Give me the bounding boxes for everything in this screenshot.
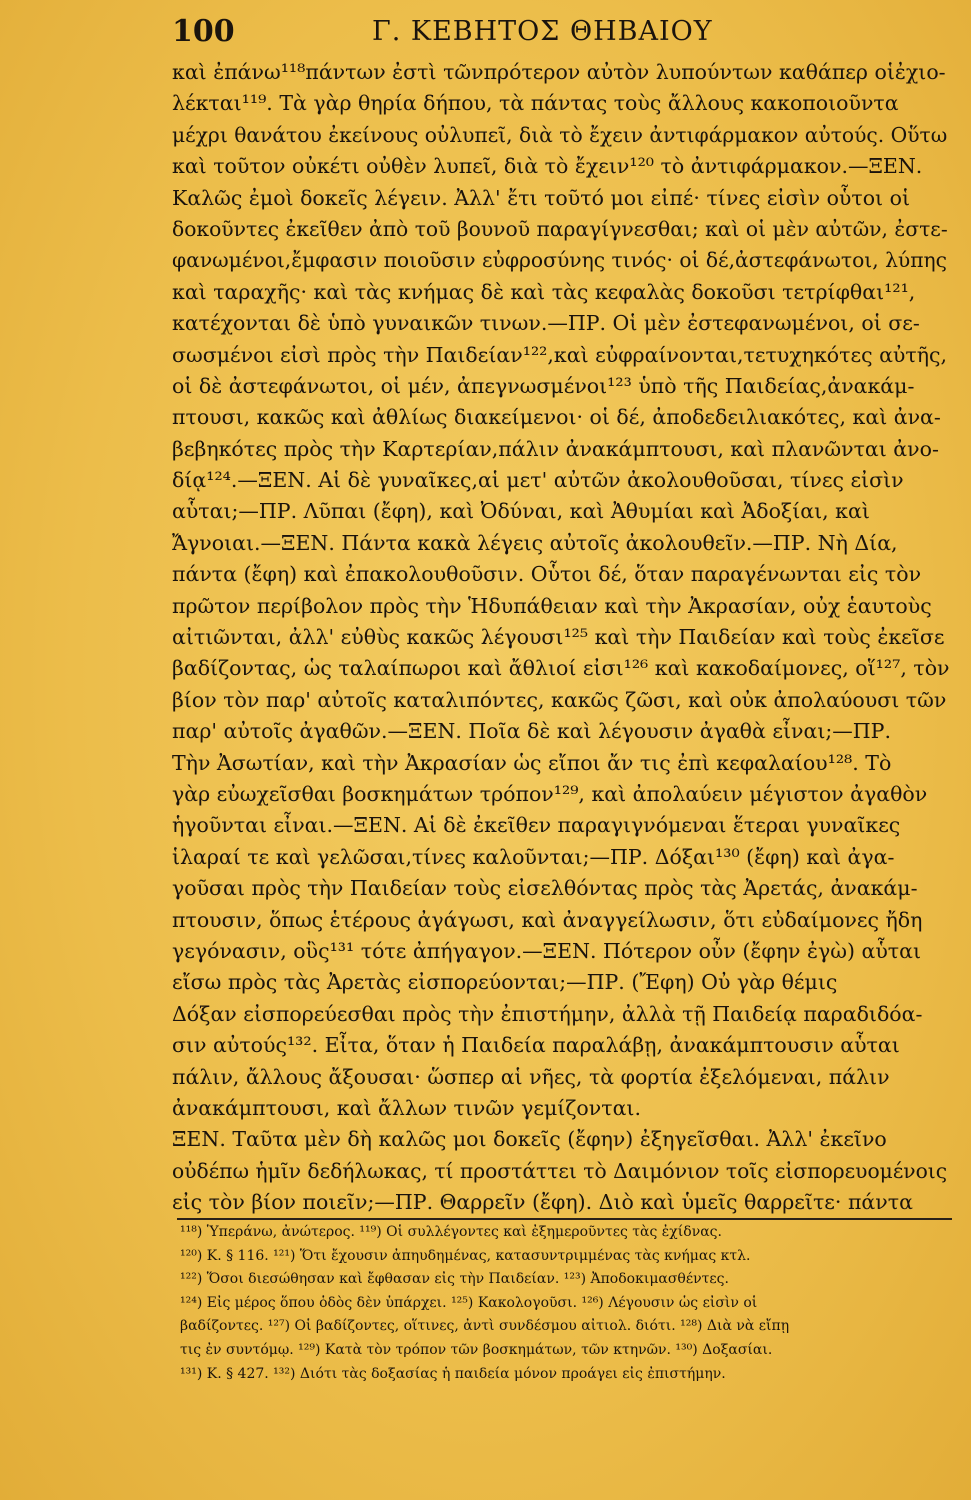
text-line: πτουσι, κακῶς καὶ ἀθλίως διακείμενοι· οἱ δέ, ἀποδεδειλιακότες, καὶ ἀνα- (172, 405, 941, 430)
text-line: σιν αὐτούς¹³². Εἶτα, ὅταν ἡ Παιδεία παραλάβῃ, ἀνακάμπτουσιν αὗται (172, 1033, 900, 1058)
text-line: βεβηκότες πρὸς τὴν Καρτερίαν,πάλιν ἀνακάμπτουσι, καὶ πλανῶνται ἀνο- (172, 436, 939, 461)
text-line: ἡγοῦνται εἶναι.—ΞΕΝ. Αἱ δὲ ἐκεῖθεν παραγιγνόμεναι ἕτεραι γυναῖκες (172, 813, 901, 838)
running-head: Γ. ΚΕΒΗΤΟΣ ΘΗΒΑΙΟΥ (372, 16, 713, 47)
text-line: βίον τὸν παρ' αὐτοῖς καταλιπόντες, κακῶς ζῶσι, καὶ οὐκ ἀπολαύουσι τῶν (172, 687, 947, 712)
text-line: Τὴν Ἀσωτίαν, καὶ τὴν Ἀκρασίαν ὡς εἴποι ἄν τις ἐπὶ κεφαλαίου¹²⁸. Τὸ (172, 750, 892, 775)
footnote-line: βαδίζοντες. ¹²⁷) Οἱ βαδίζοντες, οἵτινες, ἀντὶ συνδέσμου αἰτιολ. διότι. ¹²⁸) Διὰ νὰ εἴπῃ (180, 1318, 790, 1335)
text-line: αὗται;—ΠΡ. Λῦπαι (ἔφη), καὶ Ὀδύναι, καὶ Ἀθυμίαι καὶ Ἀδοξίαι, καὶ (172, 499, 870, 524)
text-line: πάλιν, ἄλλους ἄξουσαι· ὥσπερ αἱ νῆες, τὰ φορτία ἐξελόμεναι, πάλιν (172, 1064, 890, 1089)
text-line: Δόξαν εἰσπορεύεσθαι πρὸς τὴν ἐπιστήμην, ἀλλὰ τῇ Παιδείᾳ παραδιδόα- (172, 1001, 923, 1026)
footnote-line: ¹²²) Ὅσοι διεσώθησαν καὶ ἔφθασαν εἰς τὴν Παιδείαν. ¹²³) Ἀποδοκιμασθέντες. (180, 1271, 729, 1288)
text-line: καὶ τοῦτον οὐκέτι οὐθὲν λυπεῖ, διὰ τὸ ἔχειν¹²⁰ τὸ ἀντιφάρμακον.—ΞΕΝ. (172, 154, 923, 179)
text-line: γοῦσαι πρὸς τὴν Παιδείαν τοὺς εἰσελθόντας πρὸς τὰς Ἀρετάς, ἀνακάμ- (172, 876, 918, 901)
text-line: εἰς τὸν βίον ποιεῖν;—ΠΡ. Θαρρεῖν (ἔφη). Διὸ καὶ ὑμεῖς θαρρεῖτε· πάντα (172, 1190, 913, 1215)
text-line: δίᾳ¹²⁴.—ΞΕΝ. Αἱ δὲ γυναῖκες,αἱ μετ' αὐτῶν ἀκολουθοῦσαι, τίνες εἰσὶν (172, 468, 904, 493)
text-line: δοκοῦντες ἐκεῖθεν ἀπὸ τοῦ βουνοῦ παραγίγνεσθαι; καὶ οἱ μὲν αὐτῶν, ἐστε- (172, 216, 948, 241)
text-line: κατέχονται δὲ ὑπὸ γυναικῶν τινων.—ΠΡ. Οἱ μὲν ἐστεφανωμένοι, οἱ σε- (172, 311, 920, 336)
text-line: οἱ δὲ ἀστεφάνωτοι, οἱ μέν, ἀπεγνωσμένοι¹²³ ὑπὸ τῆς Παιδείας,ἀνακάμ- (172, 373, 915, 398)
text-line: αἰτιῶνται, ἀλλ' εὐθὺς κακῶς λέγουσι¹²⁵ καὶ τὴν Παιδείαν καὶ τοὺς ἐκεῖσε (172, 625, 945, 650)
text-line: λέκται¹¹⁹. Τὰ γὰρ θηρία δήπου, τὰ πάντας τοὺς ἄλλους κακοποιοῦντα (172, 91, 899, 116)
text-line: καὶ ἐπάνω¹¹⁸πάντων ἐστὶ τῶνπρότερον αὐτὸν λυπούντων καθάπερ οἱἐχιο- (172, 60, 946, 84)
text-line: πρῶτον περίβολον πρὸς τὴν Ἡδυπάθειαν καὶ τὴν Ἀκρασίαν, οὐχ ἑαυτοὺς (172, 593, 932, 618)
page-header (172, 12, 792, 56)
text-line: φανωμένοι,ἔμφασιν ποιοῦσιν εὐφροσύνης τινός· οἱ δέ,ἀστεφάνωτοι, λύπης (172, 248, 948, 273)
text-line: εἴσω πρὸς τὰς Ἀρετὰς εἰσπορεύονται;—ΠΡ. (Ἔφη) Οὐ γὰρ θέμις (172, 970, 838, 995)
text-line: γὰρ εὐωχεῖσθαι βοσκημάτων τρόπον¹²⁹, καὶ ἀπολαύειν μέγιστον ἀγαθὸν (172, 781, 928, 806)
text-line: παρ' αὐτοῖς ἀγαθῶν.—ΞΕΝ. Ποῖα δὲ καὶ λέγουσιν ἀγαθὰ εἶναι;—ΠΡ. (172, 719, 891, 744)
text-line: μέχρι θανάτου ἐκείνους οὐλυπεῖ, διὰ τὸ ἔχειν ἀντιφάρμακον αὐτούς. Οὕτω (172, 122, 948, 147)
text-line: γεγόνασιν, οὓς¹³¹ τότε ἀπήγαγον.—ΞΕΝ. Πότερον οὖν (ἔφην ἐγὼ) αὗται (172, 938, 922, 963)
text-line: βαδίζοντας, ὡς ταλαίπωροι καὶ ἄθλιοί εἰσι¹²⁶ καὶ κακοδαίμονες, οἵ¹²⁷, τὸν (172, 656, 950, 681)
text-line: οὐδέπω ἡμῖν δεδήλωκας, τί προστάττει τὸ Δαιμόνιον τοῖς εἰσπορευομένοις (172, 1158, 948, 1183)
text-line: ΞΕΝ. Ταῦτα μὲν δὴ καλῶς μοι δοκεῖς (ἔφην) ἐξηγεῖσθαι. Ἀλλ' ἐκεῖνο (172, 1127, 887, 1152)
text-line: Καλῶς ἐμοὶ δοκεῖς λέγειν. Ἀλλ' ἔτι τοῦτό μοι εἰπέ· τίνες εἰσὶν οὗτοι οἱ (172, 185, 910, 210)
footnote-line: τις ἐν συντόμῳ. ¹²⁹) Κατὰ τὸν τρόπον τῶν βοσκημάτων, τῶν κτηνῶν. ¹³⁰) Δοξασίαι. (180, 1341, 773, 1358)
text-line: πάντα (ἔφη) καὶ ἐπακολουθοῦσιν. Οὗτοι δέ, ὅταν παραγένωνται εἰς τὸν (172, 562, 922, 587)
footnote-line: ¹³¹) Κ. § 427. ¹³²) Διότι τὰς δοξασίας ἡ παιδεία μόνον προάγει εἰς ἐπιστήμην. (180, 1365, 726, 1382)
text-line: πτουσιν, ὅπως ἑτέρους ἀγάγωσι, καὶ ἀναγγείλωσιν, ὅτι εὐδαίμονες ἤδη (172, 907, 923, 932)
text-line: Ἄγνοιαι.—ΞΕΝ. Πάντα κακὰ λέγεις αὐτοῖς ἀκολουθεῖν.—ΠΡ. Νὴ Δία, (172, 530, 898, 555)
footnote-line: ¹¹⁸) Ὑπεράνω, ἀνώτερος. ¹¹⁹) Οἱ συλλέγοντες καὶ ἐξημεροῦντες τὰς ἐχίδνας. (180, 1224, 722, 1240)
text-line: καὶ ταραχῆς· καὶ τὰς κνήμας δὲ καὶ τὰς κεφαλὰς δοκοῦσι τετρίφθαι¹²¹, (172, 279, 916, 304)
footnotes (180, 1221, 952, 1386)
text-line: ἱλαραί τε καὶ γελῶσαι,τίνες καλοῦνται;—ΠΡ. Δόξαι¹³⁰ (ἔφη) καὶ ἀγα- (172, 844, 895, 869)
text-line: ἀνακάμπτουσι, καὶ ἄλλων τινῶν γεμίζονται. (172, 1095, 641, 1120)
footnote-line: ¹²⁴) Εἰς μέρος ὅπου ὁδὸς δὲν ὑπάρχει. ¹²⁵) Κακολογοῦσι. ¹²⁶) Λέγουσιν ὡς εἰσὶν οἱ (180, 1294, 758, 1311)
footnote-rule (177, 1218, 952, 1220)
page-number: 100 (172, 14, 235, 49)
main-text (172, 57, 952, 1218)
footnote-line: ¹²⁰) Κ. § 116. ¹²¹) Ὅτι ἔχουσιν ἀπηυδημένας, κατασυντριμμένας τὰς κνήμας κτλ. (180, 1247, 751, 1264)
text-line: σωσμένοι εἰσὶ πρὸς τὴν Παιδείαν¹²²,καὶ εὐφραίνονται,τετυχηκότες αὐτῆς, (172, 342, 948, 367)
